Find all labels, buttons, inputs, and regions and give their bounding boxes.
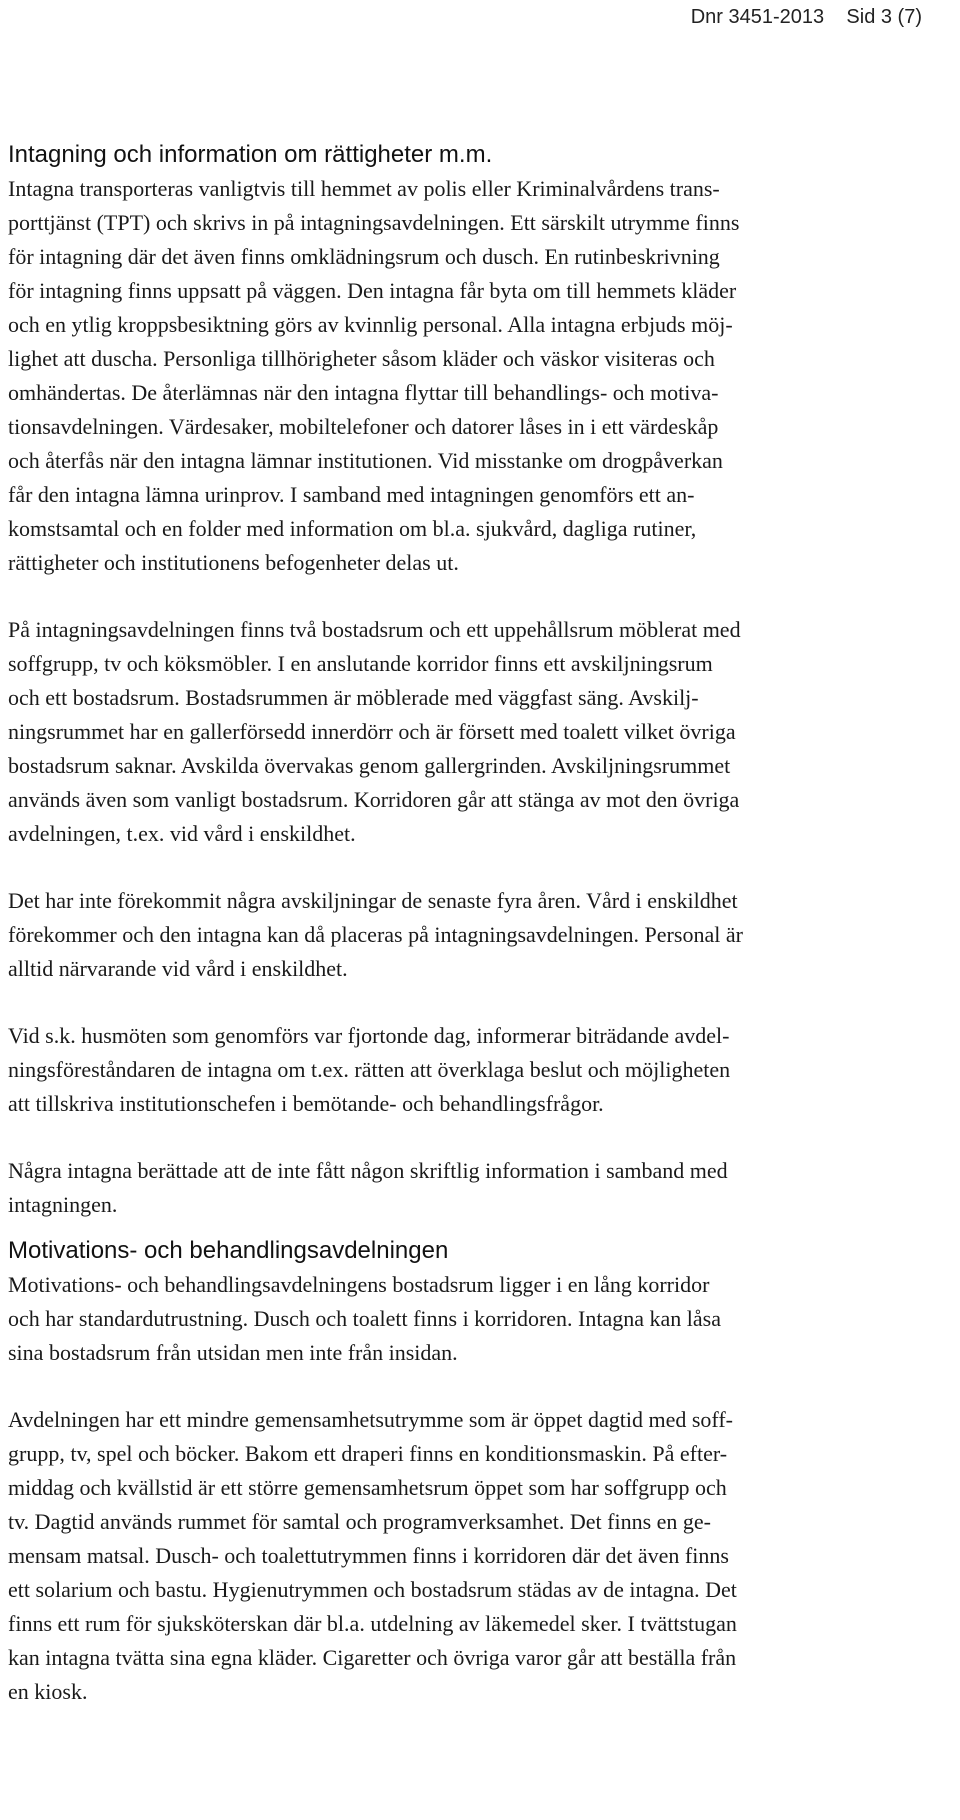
paragraph <box>8 884 938 986</box>
text-line: bostadsrum saknar. Avskilda övervakas genom gallergrinden. Avskiljningsrummet <box>8 753 731 778</box>
text-line: soffgrupp, tv och köksmöbler. I en anslutande korridor finns ett avskiljningsrum <box>8 651 713 676</box>
text-line: finns ett rum för sjuksköterskan där bl.a. utdelning av läkemedel sker. I tvättstugan <box>8 1611 737 1636</box>
text-line: ningsföreståndaren de intagna om t.ex. rätten att överklaga beslut och möjligheten <box>8 1057 731 1082</box>
text-line: tionsavdelningen. Värdesaker, mobiltelefoner och datorer låses in i ett värdeskåp <box>8 414 719 439</box>
text-line: omhändertas. De återlämnas när den intagna flyttar till behandlings- och motiva- <box>8 380 719 405</box>
paragraph-spacer <box>8 580 938 613</box>
text-line: lighet att duscha. Personliga tillhörigheter såsom kläder och väskor visiteras och <box>8 346 715 371</box>
text-line: används även som vanligt bostadsrum. Korridoren går att stänga av mot den övriga <box>8 787 740 812</box>
section-spacer <box>8 1222 938 1234</box>
text-line: tv. Dagtid används rummet för samtal och programverksamhet. Det finns en ge- <box>8 1509 711 1534</box>
section-heading: Motivations- och behandlingsavdelningen <box>8 1237 449 1264</box>
text-line: för intagning där det även finns omklädningsrum och dusch. En rutinbeskrivning <box>8 244 720 269</box>
paragraph <box>8 1403 938 1709</box>
paragraph-spacer <box>8 851 938 884</box>
paragraph <box>8 1154 938 1222</box>
text-line: avdelningen, t.ex. vid vård i enskildhet. <box>8 821 356 846</box>
text-line: och en ytlig kroppsbesiktning görs av kvinnlig personal. Alla intagna erbjuds möj- <box>8 312 733 337</box>
text-line: ett solarium och bastu. Hygienutrymmen och bostadsrum städas av de intagna. Det <box>8 1577 737 1602</box>
text-line: Några intagna berättade att de inte fått någon skriftlig information i samband med <box>8 1158 728 1183</box>
page-header <box>691 6 922 29</box>
text-line: ningsrummet har en gallerförsedd innerdörr och är försett med toalett vilket övriga <box>8 719 736 744</box>
text-line: och återfås när den intagna lämnar institutionen. Vid misstanke om drogpåverkan <box>8 448 723 473</box>
paragraph <box>8 1019 938 1121</box>
text-line: rättigheter och institutionens befogenheter delas ut. <box>8 550 459 575</box>
text-line: intagningen. <box>8 1192 118 1217</box>
text-line: porttjänst (TPT) och skrivs in på intagningsavdelningen. Ett särskilt utrymme finns <box>8 210 740 235</box>
paragraph <box>8 613 938 851</box>
text-line: att tillskriva institutionschefen i bemötande- och behandlingsfrågor. <box>8 1091 604 1116</box>
paragraph-spacer <box>8 1121 938 1154</box>
text-line: Det har inte förekommit några avskiljningar de senaste fyra åren. Vård i enskildhet <box>8 888 738 913</box>
text-line: Avdelningen har ett mindre gemensamhetsutrymme som är öppet dagtid med soff- <box>8 1407 734 1432</box>
text-line: Intagna transporteras vanligtvis till hemmet av polis eller Kriminalvårdens trans- <box>8 176 720 201</box>
section-heading: Intagning och information om rättigheter m.m. <box>8 141 493 168</box>
page-number: Sid 3 (7) <box>846 6 922 28</box>
paragraph <box>8 1268 938 1370</box>
text-line: och ett bostadsrum. Bostadsrummen är möblerade med väggfast säng. Avskilj- <box>8 685 699 710</box>
text-line: På intagningsavdelningen finns två bostadsrum och ett uppehållsrum möblerat med <box>8 617 741 642</box>
document-number: Dnr 3451-2013 <box>690 6 825 28</box>
text-line: en kiosk. <box>8 1679 88 1704</box>
text-line: middag och kvällstid är ett större gemensamhetsrum öppet som har soffgrupp och <box>8 1475 727 1500</box>
document-body <box>8 138 938 1709</box>
paragraph-spacer <box>8 1370 938 1403</box>
text-line: för intagning finns uppsatt på väggen. Den intagna får byta om till hemmets kläder <box>8 278 737 303</box>
text-line: och har standardutrustning. Dusch och toalett finns i korridoren. Intagna kan låsa <box>8 1306 721 1331</box>
text-line: förekommer och den intagna kan då placeras på intagningsavdelningen. Personal är <box>8 922 743 947</box>
text-line: alltid närvarande vid vård i enskildhet. <box>8 956 348 981</box>
paragraph <box>8 172 938 580</box>
text-line: får den intagna lämna urinprov. I samband med intagningen genomförs ett an- <box>8 482 695 507</box>
text-line: grupp, tv, spel och böcker. Bakom ett draperi finns en konditionsmaskin. På efter- <box>8 1441 728 1466</box>
text-line: kan intagna tvätta sina egna kläder. Cigaretter och övriga varor går att beställa från <box>8 1645 737 1670</box>
text-line: mensam matsal. Dusch- och toalettutrymmen finns i korridoren där det även finns <box>8 1543 729 1568</box>
text-line: Motivations- och behandlingsavdelningens bostadsrum ligger i en lång korridor <box>8 1272 710 1297</box>
paragraph-spacer <box>8 986 938 1019</box>
text-line: komstsamtal och en folder med information om bl.a. sjukvård, dagliga rutiner, <box>8 516 697 541</box>
text-line: Vid s.k. husmöten som genomförs var fjortonde dag, informerar biträdande avdel- <box>8 1023 730 1048</box>
text-line: sina bostadsrum från utsidan men inte från insidan. <box>8 1340 458 1365</box>
